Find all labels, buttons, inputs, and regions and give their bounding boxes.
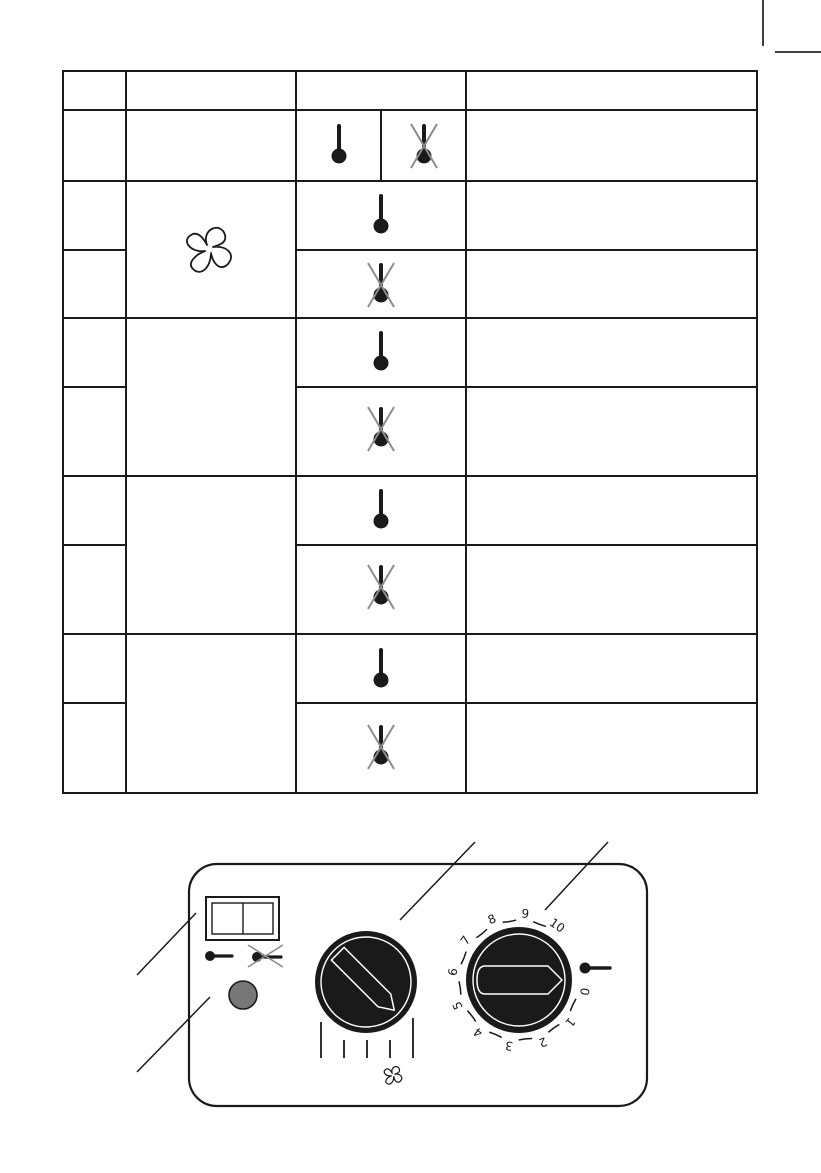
thermostat-icon [374, 196, 389, 234]
mode-selector-knob[interactable] [315, 931, 417, 1033]
dial-scale-segment [476, 929, 487, 937]
dial-scale-number: 4 [470, 1024, 486, 1041]
dial-scale-number: 6 [445, 967, 461, 977]
dial-scale-number: 1 [562, 1014, 579, 1030]
switch-thermostat-off-icon [248, 945, 283, 967]
thermostat-off-icon [368, 565, 394, 609]
dial-scale-number: 2 [536, 1034, 549, 1050]
dial-scale-segment [519, 1039, 532, 1040]
crop-mark [0, 0, 821, 60]
leader-line-mode-knob [400, 842, 475, 920]
dial-scale-segment [503, 920, 516, 922]
dial-scale-segment [533, 922, 546, 927]
table-border [63, 71, 757, 793]
dial-scale-number: 0 [576, 986, 593, 997]
leader-line-switch [137, 913, 196, 975]
fan-icon [187, 228, 231, 272]
heater-mode-table [62, 70, 759, 795]
indicator-lamp-icon [229, 981, 257, 1009]
dial-scale-segment [570, 999, 576, 1011]
thermostat-off-icon [411, 124, 437, 168]
dial-scale-segment [489, 1032, 501, 1037]
thermostat-off-icon [368, 725, 394, 769]
leader-line-thermostat-knob [545, 842, 608, 910]
fan-mode-icon [384, 1067, 402, 1085]
thermostat-icon [374, 650, 389, 688]
dial-scale-number: 7 [457, 933, 474, 948]
control-panel-diagram [0, 830, 821, 1130]
switch-thermostat-on-icon [205, 951, 232, 961]
dial-scale-number: 8 [485, 911, 499, 928]
thermostat-icon [374, 491, 389, 529]
dial-scale-segment [459, 981, 461, 994]
thermostat-knob-pointer [477, 966, 562, 994]
dial-scale-number: 3 [504, 1038, 514, 1054]
thermostat-icon [332, 126, 347, 164]
dial-scale-number: 9 [520, 906, 530, 922]
dial-scale-number: 10 [546, 915, 568, 936]
dial-scale-segment [461, 952, 466, 965]
thermostat-knob-symbol-icon [580, 963, 611, 974]
thermostat-off-icon [368, 407, 394, 451]
rocker-switch-icon[interactable] [206, 897, 279, 940]
dial-scale-number: 5 [449, 999, 466, 1012]
dial-scale-segment [467, 1011, 475, 1022]
thermostat-knob[interactable] [466, 927, 572, 1033]
leader-line-lamp [137, 997, 210, 1072]
dial-scale-segment [548, 1024, 559, 1032]
thermostat-off-icon [368, 263, 394, 307]
thermostat-icon [374, 333, 389, 371]
